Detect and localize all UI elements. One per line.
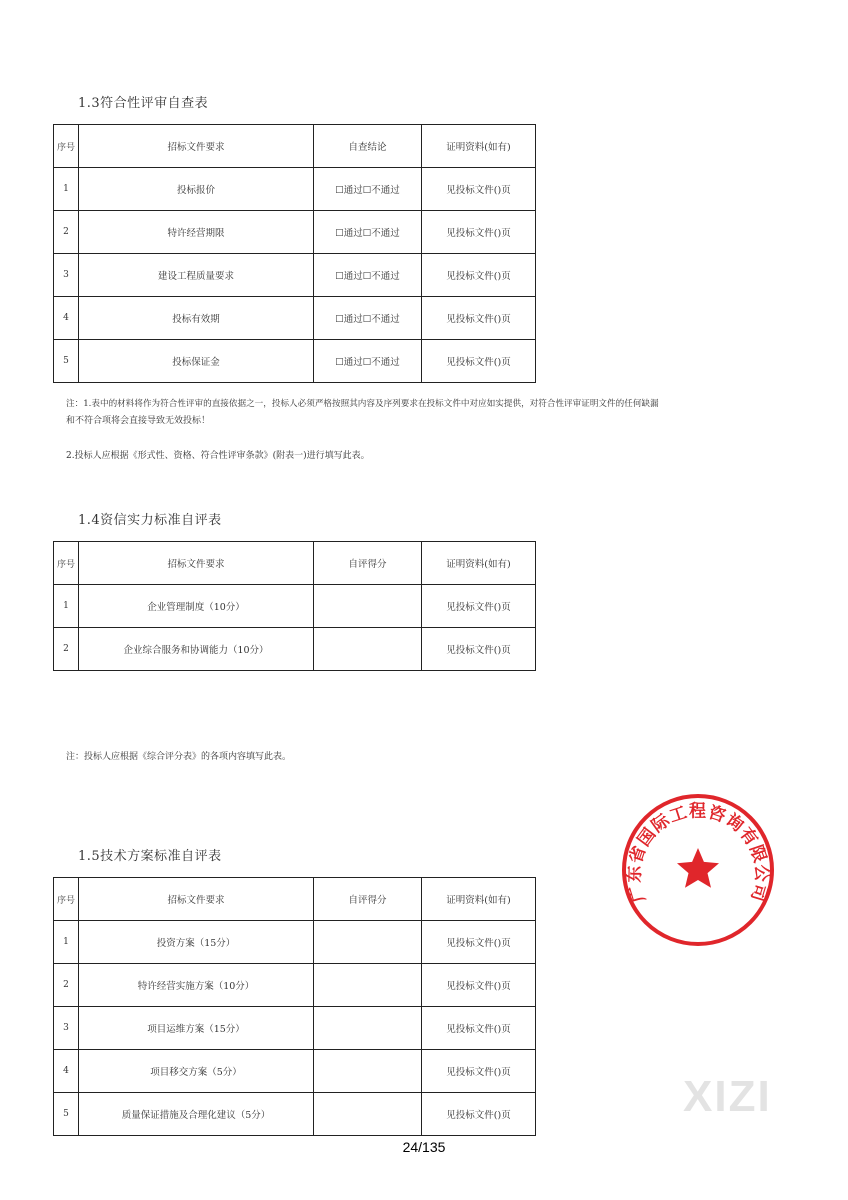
row-requirement: 投标保证金 — [79, 340, 314, 383]
header-requirement: 招标文件要求 — [79, 125, 314, 168]
compliance-review-table — [53, 124, 536, 383]
table-header-row — [54, 125, 536, 168]
table-row — [54, 1093, 536, 1136]
row-score-cell[interactable] — [314, 921, 422, 964]
row-seq: 2 — [54, 628, 79, 671]
section-14-note: 注：投标人应根据《综合评分表》的各项内容填写此表。 — [66, 752, 292, 762]
table-header-row — [54, 878, 536, 921]
section-15-title: 1.5技术方案标准自评表 — [78, 849, 222, 864]
table-row — [54, 340, 536, 383]
row-evidence: 见投标文件()页 — [422, 585, 536, 628]
header-seq: 序号 — [54, 125, 79, 168]
table-row — [54, 964, 536, 1007]
row-seq: 1 — [54, 585, 79, 628]
table-row — [54, 1050, 536, 1093]
row-requirement: 特许经营期限 — [79, 211, 314, 254]
row-evidence: 见投标文件()页 — [422, 254, 536, 297]
row-requirement: 企业管理制度（10分） — [79, 585, 314, 628]
row-score-cell[interactable] — [314, 585, 422, 628]
table-header-row — [54, 542, 536, 585]
row-evidence: 见投标文件()页 — [422, 1093, 536, 1136]
row-seq: 4 — [54, 1050, 79, 1093]
row-score-cell[interactable] — [314, 1093, 422, 1136]
credit-strength-table — [53, 541, 536, 671]
table-row — [54, 628, 536, 671]
row-seq: 2 — [54, 211, 79, 254]
header-requirement: 招标文件要求 — [79, 542, 314, 585]
row-seq: 3 — [54, 254, 79, 297]
page-number: 24/135 — [402, 1139, 446, 1155]
header-requirement: 招标文件要求 — [79, 878, 314, 921]
section-13-note-2: 2.投标人应根据《形式性、资格、符合性评审条款》(附表一)进行填写此表。 — [66, 451, 370, 461]
header-evidence: 证明资料(如有) — [422, 125, 536, 168]
header-seq: 序号 — [54, 878, 79, 921]
row-requirement: 质量保证措施及合理化建议（5分） — [79, 1093, 314, 1136]
row-seq: 5 — [54, 1093, 79, 1136]
row-requirement: 投资方案（15分） — [79, 921, 314, 964]
row-requirement: 特许经营实施方案（10分） — [79, 964, 314, 1007]
header-score: 自评得分 — [314, 542, 422, 585]
header-evidence: 证明资料(如有) — [422, 542, 536, 585]
row-evidence: 见投标文件()页 — [422, 1007, 536, 1050]
section-13-note-1 — [66, 396, 806, 430]
section-13-title: 1.3符合性评审自查表 — [78, 96, 209, 111]
row-checkbox-result[interactable]: ☐通过☐不通过 — [314, 211, 422, 254]
row-evidence: 见投标文件()页 — [422, 964, 536, 1007]
row-requirement: 投标有效期 — [79, 297, 314, 340]
row-seq: 1 — [54, 921, 79, 964]
row-evidence: 见投标文件()页 — [422, 628, 536, 671]
row-score-cell[interactable] — [314, 628, 422, 671]
table-row — [54, 168, 536, 211]
row-seq: 5 — [54, 340, 79, 383]
row-checkbox-result[interactable]: ☐通过☐不通过 — [314, 297, 422, 340]
row-requirement: 建设工程质量要求 — [79, 254, 314, 297]
row-evidence: 见投标文件()页 — [422, 921, 536, 964]
row-seq: 2 — [54, 964, 79, 1007]
row-requirement: 项目运维方案（15分） — [79, 1007, 314, 1050]
table-row — [54, 921, 536, 964]
table-row — [54, 1007, 536, 1050]
row-checkbox-result[interactable]: ☐通过☐不通过 — [314, 168, 422, 211]
table-row — [54, 211, 536, 254]
row-score-cell[interactable] — [314, 1050, 422, 1093]
row-score-cell[interactable] — [314, 964, 422, 1007]
table-row — [54, 297, 536, 340]
row-evidence: 见投标文件()页 — [422, 297, 536, 340]
row-evidence: 见投标文件()页 — [422, 211, 536, 254]
row-requirement: 项目移交方案（5分） — [79, 1050, 314, 1093]
row-requirement: 投标报价 — [79, 168, 314, 211]
header-score: 自评得分 — [314, 878, 422, 921]
row-seq: 4 — [54, 297, 79, 340]
row-seq: 3 — [54, 1007, 79, 1050]
row-evidence: 见投标文件()页 — [422, 1050, 536, 1093]
row-checkbox-result[interactable]: ☐通过☐不通过 — [314, 340, 422, 383]
technical-plan-table — [53, 877, 536, 1136]
row-score-cell[interactable] — [314, 1007, 422, 1050]
svg-text:广东省国际工程咨询有限公司: 广东省国际工程咨询有限公司 — [624, 801, 772, 905]
row-requirement: 企业综合服务和协调能力（10分） — [79, 628, 314, 671]
company-seal-icon — [618, 790, 778, 950]
table-row — [54, 585, 536, 628]
row-checkbox-result[interactable]: ☐通过☐不通过 — [314, 254, 422, 297]
header-evidence: 证明资料(如有) — [422, 878, 536, 921]
header-seq: 序号 — [54, 542, 79, 585]
row-evidence: 见投标文件()页 — [422, 168, 536, 211]
header-conclusion: 自查结论 — [314, 125, 422, 168]
row-evidence: 见投标文件()页 — [422, 340, 536, 383]
table-row — [54, 254, 536, 297]
note-line: 和不符合项将会直接导致无效投标！ — [66, 416, 211, 426]
row-seq: 1 — [54, 168, 79, 211]
note-line: 注：1.表中的材料将作为符合性评审的直接依据之一，投标人必须严格按照其内容及序列要求在投标文件中对应如实提供，对符合性评审证明文件的任何缺漏 — [66, 399, 659, 409]
xizi-watermark: XIZI — [683, 1072, 772, 1121]
section-14-title: 1.4资信实力标准自评表 — [78, 513, 222, 528]
